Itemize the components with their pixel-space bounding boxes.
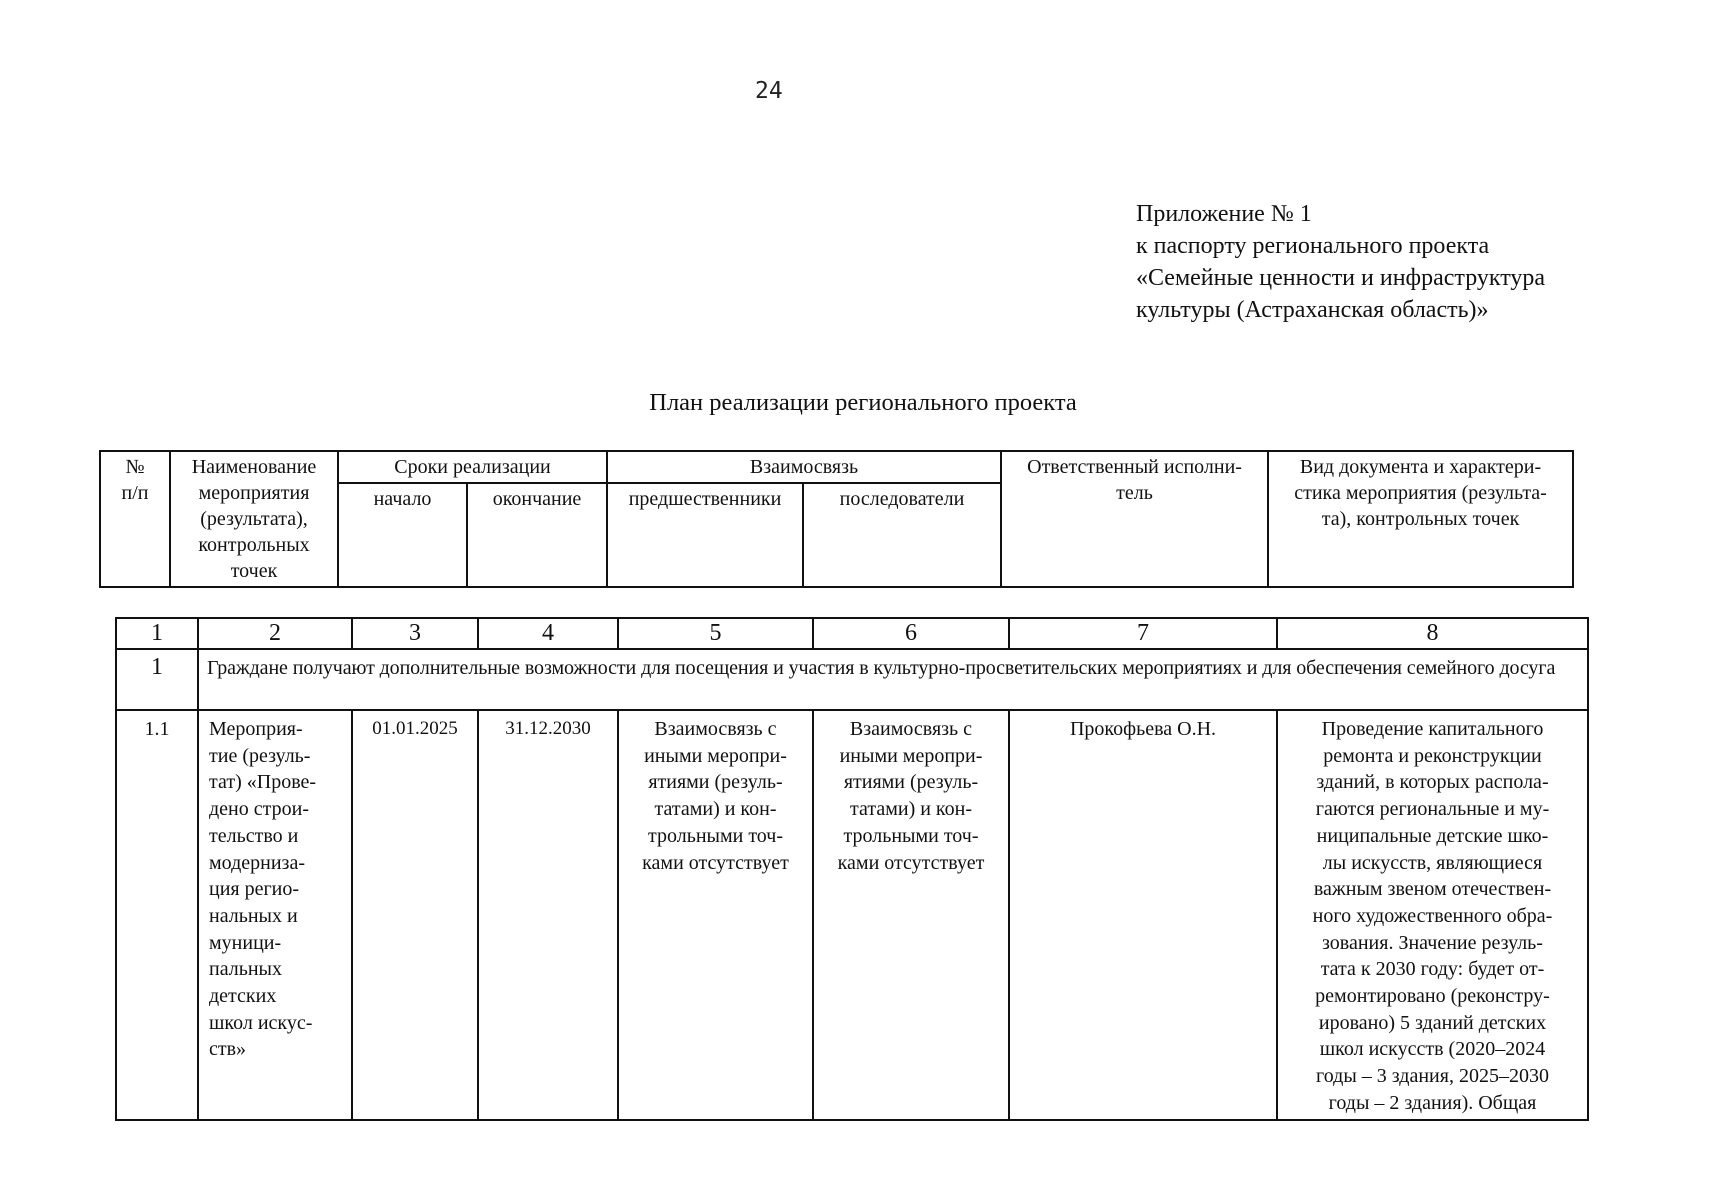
text-line: Наименование	[191, 456, 317, 478]
goal-text: Граждане получают дополнительные возможности для посещения и участия в культурно-просветительских мероприятиях и для обеспечения семейного досуга	[198, 649, 1588, 710]
column-number: 7	[1009, 618, 1277, 649]
appendix-note	[1136, 198, 1545, 326]
text-line: ремонтировано (реконстру-	[1315, 985, 1550, 1008]
header-end: окончание	[467, 483, 607, 587]
column-number: 6	[813, 618, 1009, 649]
text-line: татами) и кон-	[654, 798, 777, 821]
text-line: ятиями (резуль-	[843, 771, 979, 794]
text-line: №	[125, 456, 145, 478]
text-line: Взаимосвязь с	[654, 718, 777, 740]
goal-row	[116, 649, 1588, 710]
header-doc-type	[1268, 451, 1573, 587]
text-line: детских	[209, 985, 277, 1008]
text-line: тата к 2030 году: будет от-	[1320, 958, 1545, 981]
text-line: иными меропри-	[839, 744, 983, 767]
text-line: школ искусств (2020–2024	[1319, 1038, 1546, 1061]
text-line: ниципальные детские шко-	[1316, 824, 1549, 847]
text-line: п/п	[121, 482, 149, 504]
column-number: 5	[618, 618, 813, 649]
text-line: ками отсутствует	[642, 851, 789, 874]
text-line: тельство и	[209, 824, 299, 847]
plan-title: План реализации регионального проекта	[649, 389, 1077, 416]
row-name	[198, 710, 352, 1120]
text-line: годы – 3 здания, 2025–2030	[1316, 1065, 1549, 1088]
header-table	[99, 450, 1574, 588]
text-line: Вид документа и характери-	[1299, 456, 1542, 478]
column-number-row	[116, 618, 1588, 649]
header-terms-group: Сроки реализации	[338, 451, 607, 483]
column-number: 1	[116, 618, 198, 649]
row-number: 1.1	[116, 710, 198, 1120]
text-line: стика мероприятия (результа-	[1294, 482, 1547, 504]
header-responsible	[1001, 451, 1268, 587]
text-line: Ответственный исполни-	[1027, 456, 1242, 478]
text-line: мероприятия	[198, 482, 310, 504]
column-number: 2	[198, 618, 352, 649]
header-start: начало	[338, 483, 467, 587]
text-line: пальных	[209, 958, 282, 981]
text-line: та), контрольных точек	[1321, 508, 1520, 530]
row-responsible: Прокофьева О.Н.	[1009, 710, 1277, 1120]
text-line: ировано) 5 зданий детских	[1318, 1011, 1547, 1034]
text-line: зданий, в которых распола-	[1316, 771, 1549, 794]
plan-table	[115, 617, 1589, 1121]
text-line: ств»	[209, 1038, 247, 1061]
text-line: модерниза-	[209, 851, 305, 874]
table-row	[116, 710, 1588, 1120]
text-line: (результата),	[200, 508, 308, 530]
row-start-date: 01.01.2025	[352, 710, 478, 1120]
text-line: ция регио-	[209, 878, 300, 901]
text-line: тат) «Прове-	[209, 771, 317, 794]
goal-number: 1	[116, 649, 198, 710]
text-line: важным звеном отечествен-	[1313, 878, 1552, 901]
text-line: тель	[1116, 482, 1153, 504]
header-num	[100, 451, 170, 587]
text-line: ного художественного обра-	[1312, 904, 1553, 927]
text-line: дено строи-	[209, 798, 309, 821]
text-line: иными меропри-	[644, 744, 787, 767]
appendix-line: к паспорту регионального проекта	[1136, 233, 1490, 259]
text-line: лы искусств, являющиеся	[1322, 851, 1543, 874]
text-line: ками отсутствует	[837, 851, 985, 874]
text-line: татами) и кон-	[850, 798, 972, 821]
text-line: трольными точ-	[843, 824, 979, 847]
text-line: муници-	[209, 931, 282, 954]
text-line: тие (резуль-	[209, 744, 311, 767]
text-line: годы – 2 здания). Общая	[1328, 1091, 1537, 1114]
text-line: Проведение капитального	[1321, 718, 1544, 740]
appendix-line: «Семейные ценности и инфраструктура	[1136, 265, 1546, 291]
appendix-line: Приложение № 1	[1136, 201, 1312, 227]
text-line: зования. Значение резуль-	[1322, 931, 1543, 954]
text-line: трольными точ-	[648, 824, 783, 847]
row-predecessors	[618, 710, 813, 1120]
text-line: Взаимосвязь с	[849, 718, 973, 740]
text-line: Мероприя-	[209, 718, 303, 740]
text-line: ремонта и реконструкции	[1323, 744, 1542, 767]
header-relation-group: Взаимосвязь	[607, 451, 1001, 483]
row-end-date: 31.12.2030	[478, 710, 618, 1120]
row-successors	[813, 710, 1009, 1120]
header-predecessors: предшественники	[607, 483, 803, 587]
text-line: школ искус-	[209, 1011, 313, 1034]
text-line: контрольных	[198, 534, 310, 556]
text-line: гаются региональные и му-	[1315, 798, 1550, 821]
column-number: 4	[478, 618, 618, 649]
row-description	[1277, 710, 1588, 1120]
page-number: 24	[755, 78, 783, 104]
column-number: 3	[352, 618, 478, 649]
header-name	[170, 451, 338, 587]
text-line: точек	[230, 560, 278, 582]
header-successors: последователи	[803, 483, 1001, 587]
column-number: 8	[1277, 618, 1588, 649]
appendix-line: культуры (Астраханская область)»	[1136, 297, 1489, 323]
text-line: ятиями (резуль-	[648, 771, 783, 794]
text-line: нальных и	[209, 904, 298, 927]
